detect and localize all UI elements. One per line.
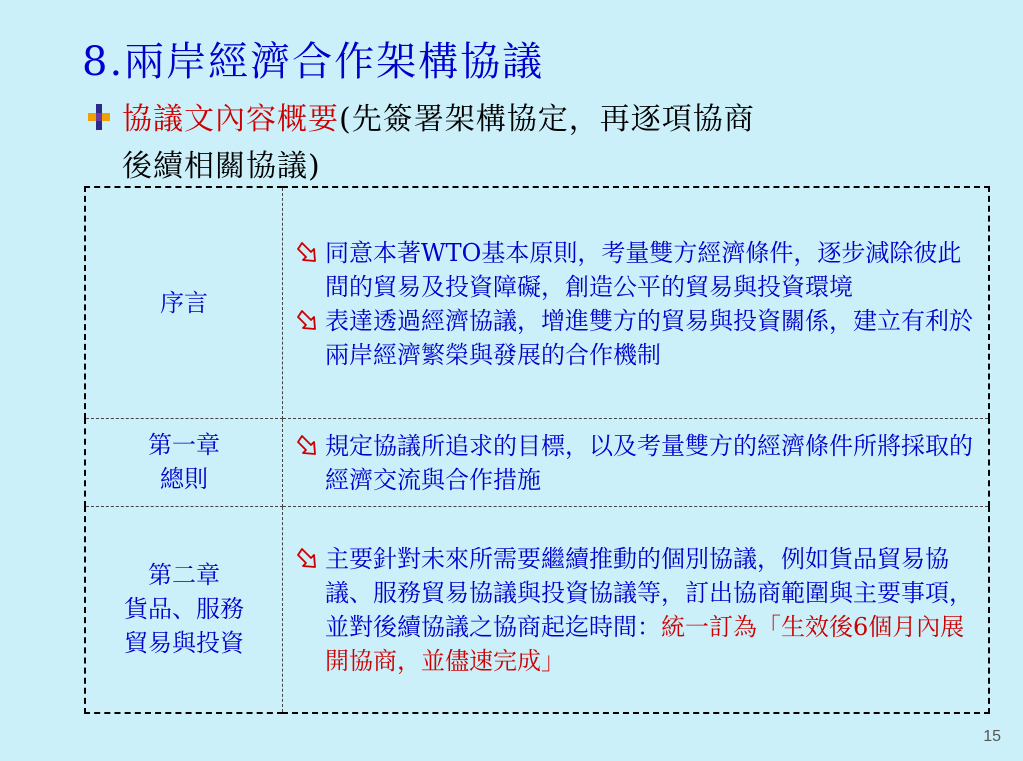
section-label: 貿易與投資 (124, 629, 244, 658)
description-cell (283, 418, 990, 506)
section-label: 序言 (160, 288, 208, 317)
description-item (295, 542, 978, 678)
highlight-text: 統一訂為「生效後6個月內展開協商，並儘速完成」 (325, 613, 965, 676)
section-cell (85, 506, 283, 713)
description-text: 同意本著WTO基本原則，考量雙方經濟條件，逐步減除彼此間的貿易及投資障礙，創造公平的貿易與投資環境 (325, 238, 962, 301)
description-text: 表達透過經濟協議，增進雙方的貿易與投資關係，建立有利於兩岸經濟繁榮與發展的合作機制 (325, 306, 973, 369)
table-row (85, 418, 989, 506)
description-item (295, 236, 978, 304)
description-item (295, 429, 978, 497)
table-row (85, 506, 989, 713)
description-text: 主要針對未來所需要繼續推動的個別協議，例如貨品貿易協議、服務貿易協議與投資協議等，訂出協商範圍與主要事項，並對後續協議之協商起迄時間： (325, 545, 973, 642)
table-row (85, 187, 989, 418)
description-item (295, 304, 978, 372)
section-label: 第二章 (148, 561, 220, 590)
section-label: 第一章 (148, 431, 220, 459)
agreement-outline-table (84, 186, 990, 714)
list-bullet-icon (86, 104, 112, 130)
page-number: 15 (983, 728, 1001, 745)
subtitle-text-2: 後續相關協議) (122, 149, 321, 184)
description-text: 規定協議所追求的目標，以及考量雙方的經濟條件所將採取的經濟交流與合作措施 (325, 432, 973, 494)
hollow-arrow-icon (295, 239, 323, 265)
section-cell (85, 187, 283, 418)
subtitle (122, 96, 972, 190)
hollow-arrow-icon (295, 432, 323, 458)
section-label: 總則 (160, 465, 208, 493)
page-title: 8.兩岸經濟合作架構協議 (82, 39, 545, 85)
description-cell (283, 187, 990, 418)
description-cell (283, 506, 990, 713)
section-cell (85, 418, 283, 506)
subtitle-text-1: (先簽署架構協定，再逐項協商 (339, 102, 755, 137)
hollow-arrow-icon (295, 545, 323, 571)
subtitle-highlight: 協議文內容概要 (122, 102, 339, 137)
hollow-arrow-icon (295, 307, 323, 333)
section-label: 貨品、服務 (124, 595, 244, 624)
